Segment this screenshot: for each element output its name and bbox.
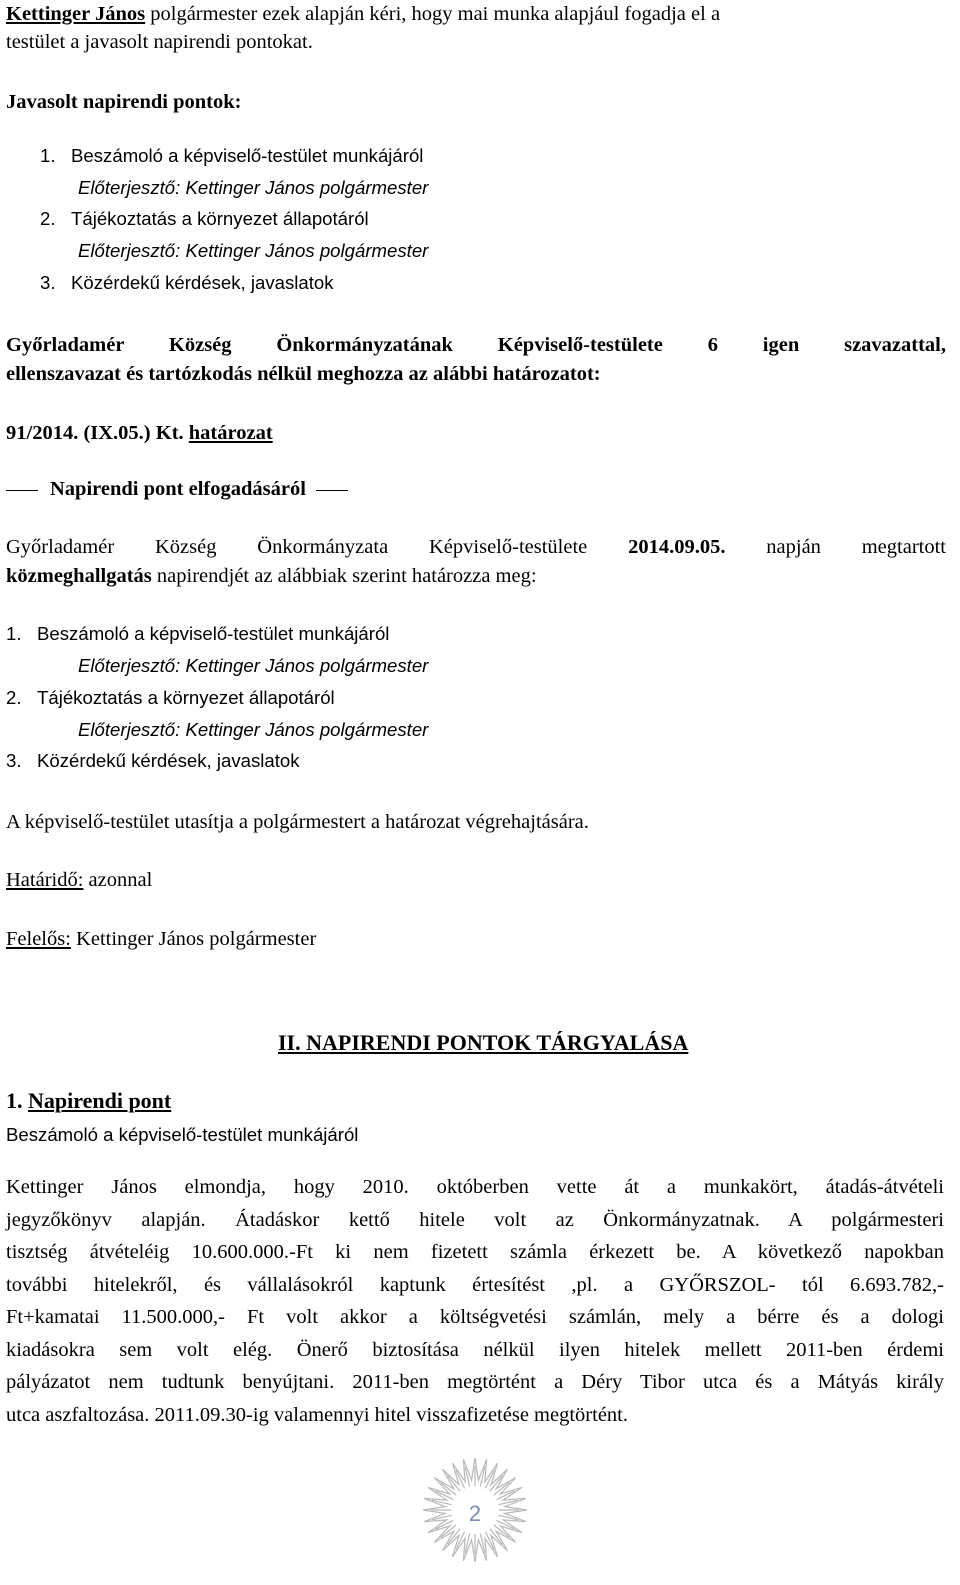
resolution-item-3: 3. Közérdekű kérdések, javaslatok	[6, 750, 300, 771]
report-line: Kettinger János elmondja, hogy 2010. októberben vette át a munkakört, átadás-átvételi	[6, 1176, 944, 1198]
report-line: további hitelekről, és vállalásokról kaptunk értesítést ,pl. a GYŐRSZOL- tól 6.693.782,-	[6, 1273, 944, 1296]
page-number: 2	[468, 1501, 482, 1526]
vote-line-1: Győrladamér Község Önkormányzatának Képviselő-testülete 6 igen szavazattal,	[6, 334, 946, 356]
agenda-heading: Javasolt napirendi pontok:	[6, 91, 242, 113]
resolution-item-1: 1. Beszámoló a képviselő-testület munkájáról	[6, 623, 390, 644]
resolution-item-2-presenter: Előterjesztő: Kettinger János polgármester	[78, 719, 429, 740]
deadline: Határidő: azonnal	[6, 869, 153, 891]
agenda-item-2-presenter: Előterjesztő: Kettinger János polgármester	[78, 240, 429, 261]
page-number-seal	[420, 1455, 530, 1565]
vote-line-2: ellenszavazat és tartózkodás nélkül meghozza az alábbi határozatot:	[6, 363, 601, 385]
resolution-item-1-presenter: Előterjesztő: Kettinger János polgármester	[78, 655, 429, 676]
report-line: Ft+kamatai 11.500.000,- Ft volt akkor a költségvetési számlán, mely a bérre és a dologi	[6, 1306, 944, 1328]
dash-right	[316, 490, 348, 491]
report-line: tisztség átvételéig 10.600.000.-Ft ki nem fizetett számla érkezett be. A következő napokban	[6, 1241, 944, 1263]
report-line: pályázatot nem tudtunk benyújtani. 2011-ben megtörtént a Déry Tibor utca és a Mátyás király	[6, 1371, 944, 1393]
resolution-subject: Napirendi pont elfogadásáról	[6, 475, 348, 503]
report-line: utca aszfaltozása. 2011.09.30-ig valamennyi hitel visszafizetése megtörtént.	[6, 1403, 628, 1426]
report-line: jegyzőkönyv alapján. Átadáskor kettő hitele volt az Önkormányzatnak. A polgármesteri	[6, 1208, 944, 1231]
intro-line-1: Kettinger János polgármester ezek alapján kéri, hogy mai munka alapjául fogadja el a	[6, 3, 721, 25]
item1-heading: 1. Napirendi pont	[6, 1088, 172, 1113]
report-line: kiadásokra sem volt elég. Önerő biztosítása nélkül ilyen hitelek mellett 2011-ben érdemi	[6, 1338, 944, 1361]
agenda-item-1-presenter: Előterjesztő: Kettinger János polgármester	[78, 177, 429, 198]
agenda-item-1: 1. Beszámoló a képviselő-testület munkájáról	[40, 145, 424, 166]
resolution-body-line-1: Győrladamér Község Önkormányzata Képviselő-testülete 2014.09.05. napján megtartott	[6, 536, 946, 558]
section-heading: II. NAPIRENDI PONTOK TÁRGYALÁSA	[278, 1030, 689, 1055]
resolution-body-line-2: közmeghallgatás napirendjét az alábbiak szerint határozza meg:	[6, 565, 537, 587]
mayor-name: Kettinger János	[6, 3, 146, 25]
starburst-icon	[420, 1455, 530, 1565]
dash-left	[6, 490, 38, 491]
resolution-item-2: 2. Tájékoztatás a környezet állapotáról	[6, 687, 335, 708]
instruction: A képviselő-testület utasítja a polgármestert a határozat végrehajtására.	[6, 811, 589, 833]
agenda-item-2: 2. Tájékoztatás a környezet állapotáról	[40, 208, 369, 229]
report-paragraph	[6, 1171, 944, 1431]
resolution-number: 91/2014. (IX.05.) Kt. határozat	[6, 422, 273, 444]
intro-line-2: testület a javasolt napirendi pontokat.	[6, 31, 313, 53]
responsible: Felelős: Kettinger János polgármester	[6, 928, 317, 950]
item1-title: Beszámoló a képviselő-testület munkájáról	[6, 1124, 359, 1145]
agenda-item-3: 3. Közérdekű kérdések, javaslatok	[40, 272, 334, 293]
